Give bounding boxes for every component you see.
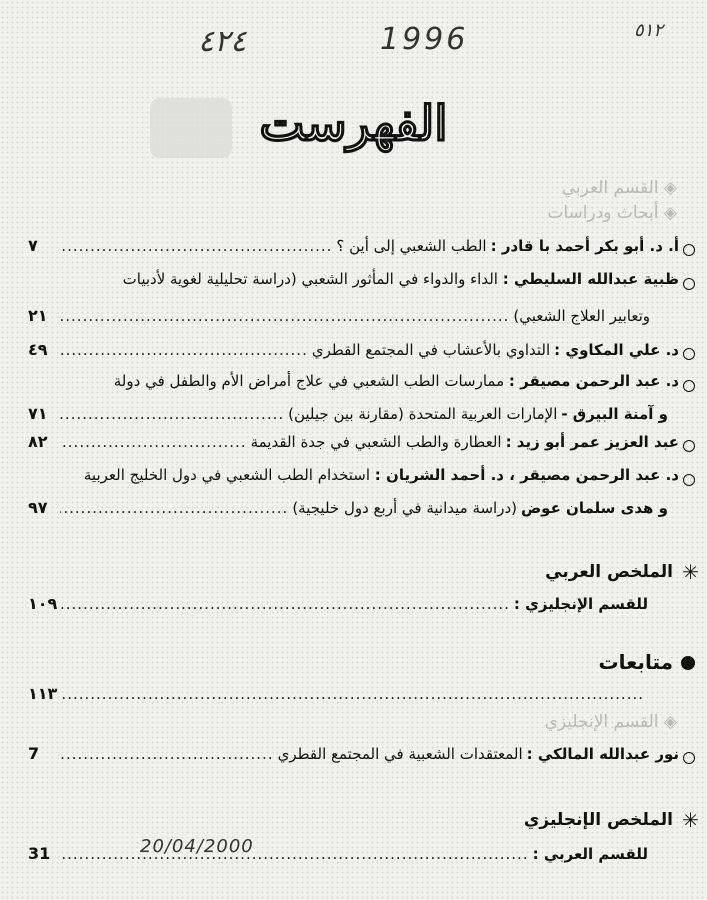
toc-entry: د. علي المكاوي : التداوي بالأعشاب في المجتمع القطري ..... ٤٩ xyxy=(28,340,679,366)
section-label-arabic: ◈ القسم العربي xyxy=(561,178,677,198)
toc-entry: عبد العزيز عمر أبو زيد : العطارة والطب الشعبي في جدة القديمة ..... ٨٢ xyxy=(28,432,679,458)
toc-entry: ظبية عبدالله السليطي : الداء والدواء في المأثور الشعبي (دراسة تحليلية لغوية لأدبيات xyxy=(122,270,679,288)
handwritten-year: 1996 xyxy=(380,22,469,57)
arabic-summary-heading: الملخص العربي xyxy=(545,562,673,582)
toc-entry: د. عبد الرحمن مصيقر : ممارسات الطب الشعبي في علاج أمراض الأم والطفل في دولة xyxy=(113,372,679,390)
diamond-icon: ◈ xyxy=(663,203,677,223)
toc-entry: أ. د. أبو بكر أحمد با قادر : الطب الشعبي إلى أين ؟ ..... ٧ xyxy=(28,236,679,262)
followups-heading: متابعات xyxy=(598,650,673,674)
bullet-solid-icon xyxy=(681,656,695,670)
toc-entry-continuation: و آمنة البيرق - الإمارات العربية المتحدة (مقارنة بين جيلين) ..... ٧١ xyxy=(28,404,668,430)
toc-entry: ..... ١١٣ xyxy=(28,684,648,710)
handwritten-date-stamp: 20/04/2000 xyxy=(140,836,254,857)
bullet-icon xyxy=(683,752,695,764)
bullet-icon xyxy=(683,380,695,392)
diamond-icon: ◈ xyxy=(663,712,677,732)
page-title: الفهرست xyxy=(259,96,448,152)
bullet-icon xyxy=(683,440,695,452)
toc-entry: د. عبد الرحمن مصيقر ، د. أحمد الشريان : استخدام الطب الشعبي في دول الخليج العربية xyxy=(83,466,679,484)
bullet-icon xyxy=(683,474,695,486)
section-label-english: ◈ القسم الإنجليزي xyxy=(544,712,677,732)
toc-entry-continuation: و هدى سلمان عوض (دراسة ميدانية في أربع دول خليجية) ..... ٩٧ xyxy=(28,498,668,524)
star-icon: ✳ xyxy=(682,560,699,584)
diamond-icon: ◈ xyxy=(663,178,677,198)
star-icon: ✳ xyxy=(682,808,699,832)
toc-entry: للقسم العربي : ..... 31 xyxy=(28,844,648,870)
handwritten-corner-number: ٥١٢ xyxy=(634,20,664,41)
handwritten-number: ٤٢٤ xyxy=(198,24,247,59)
bullet-icon xyxy=(683,348,695,360)
english-summary-heading: الملخص الإنجليزي xyxy=(523,810,673,830)
section-label-studies: ◈ أبحاث ودراسات xyxy=(547,203,677,223)
toc-entry: نور عبدالله المالكي : المعتقدات الشعبية في المجتمع القطري ..... 7 xyxy=(28,744,679,770)
bullet-icon xyxy=(683,278,695,290)
bullet-icon xyxy=(683,244,695,256)
toc-entry-continuation: وتعابير العلاج الشعبي) ..... ٢١ xyxy=(28,306,650,332)
toc-entry: للقسم الإنجليزي : ..... ١٠٩ xyxy=(28,594,648,620)
